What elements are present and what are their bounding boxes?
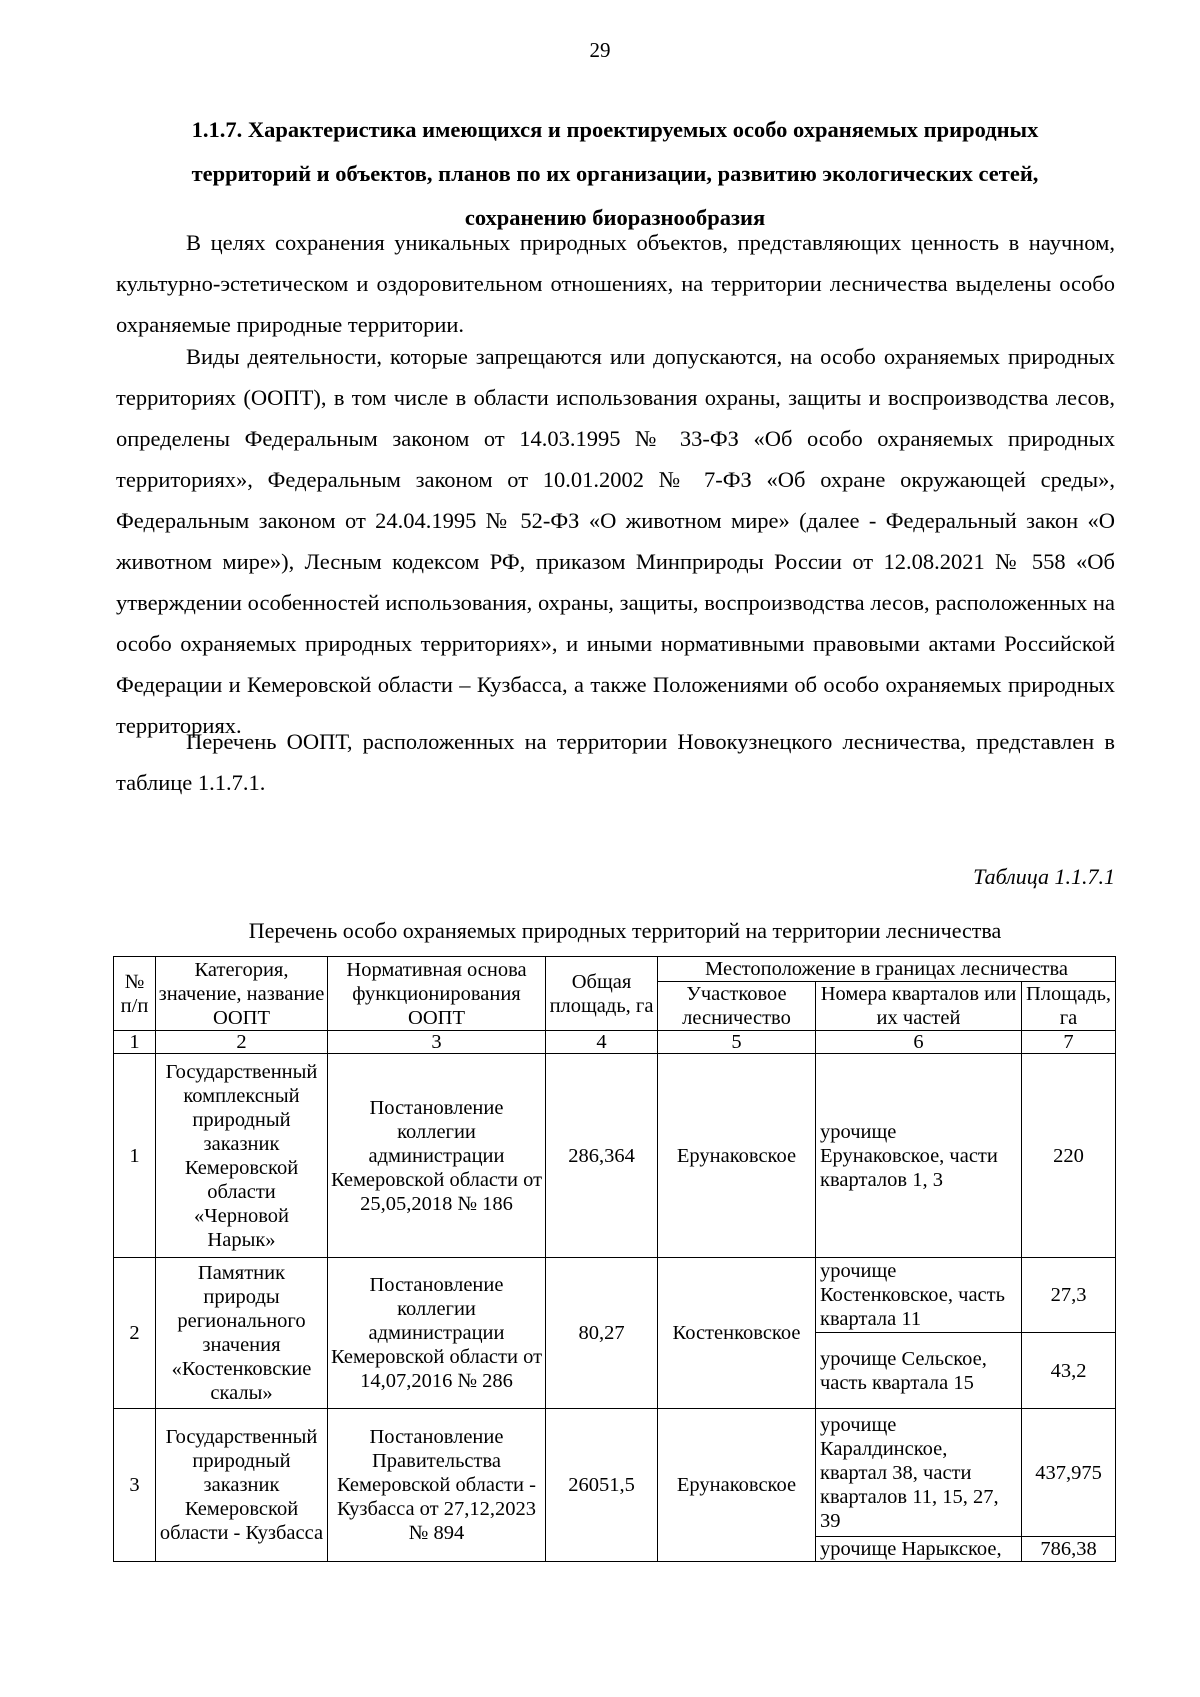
header-quarters: Номера кварталов или их частей — [816, 982, 1022, 1031]
paragraph-block-3 — [116, 721, 1115, 803]
header-area: Общая площадь, га — [546, 957, 658, 1031]
header-category: Категория, значение, название ООПТ — [156, 957, 328, 1031]
row-loc-area: 437,975 — [1022, 1409, 1116, 1537]
paragraph-block-2 — [116, 336, 1115, 746]
row-num: 3 — [114, 1409, 156, 1562]
row-quarters: урочище Нарыкское, — [816, 1537, 1022, 1562]
header-loc-area: Площадь, га — [1022, 982, 1116, 1031]
oopt-table — [113, 956, 1116, 1562]
column-number: 4 — [546, 1031, 658, 1054]
row-num: 2 — [114, 1258, 156, 1409]
row-category: Государственный природный заказник Кемеровской области - Кузбасса — [156, 1409, 328, 1562]
row-num: 1 — [114, 1054, 156, 1258]
column-number: 6 — [816, 1031, 1022, 1054]
row-basis: Постановление Правительства Кемеровской области - Кузбасса от 27,12,2023 № 894 — [328, 1409, 546, 1562]
paragraph-2: Виды деятельности, которые запрещаются или допускаются, на особо охраняемых природных территориях (ООПТ), в том числе в области использования охраны, защиты и воспроизводства лесов, определены Федеральным законом от 14.03.1995 № 33-ФЗ «Об особо охраняемых природных территориях», Федеральным законом от 10.01.2002 № 7-ФЗ «Об охране окружающей среды», Федеральным законом от 24.04.1995 № 52-ФЗ «О животном мире» (далее - Федеральный закон «О животном мире»), Лесным кодексом РФ, приказом Минприроды России от 12.08.2021 № 558 «Об утверждении особенностей использования, охраны, защиты, воспроизводства лесов, расположенных на особо охраняемых природных территориях», и иными нормативными правовыми актами Российской Федерации и Кемеровской области – Кузбасса, а также Положениями об особо охраняемых природных территориях. — [116, 344, 1115, 738]
row-forestry: Ерунаковское — [658, 1409, 816, 1562]
paragraph-3: Перечень ООПТ, расположенных на территории Новокузнецкого лесничества, представлен в таблице 1.1.7.1. — [116, 729, 1115, 795]
table-row — [114, 1409, 1116, 1537]
row-forestry: Костенковское — [658, 1258, 816, 1409]
row-loc-area: 27,3 — [1022, 1258, 1116, 1333]
column-number: 2 — [156, 1031, 328, 1054]
row-quarters: урочище Каралдинское, квартал 38, части кварталов 11, 15, 27, 39 — [816, 1409, 1022, 1537]
header-forestry: Участковое лесничество — [658, 982, 816, 1031]
row-category: Государственный комплексный природный заказник Кемеровской области «Черновой Нарык» — [156, 1054, 328, 1258]
row-quarters: урочище Костенковское, часть квартала 11 — [816, 1258, 1022, 1333]
table-header-row — [114, 957, 1116, 982]
table-title: Перечень особо охраняемых природных территорий на территории лесничества — [248, 918, 1002, 943]
paragraph-block-1 — [116, 222, 1115, 345]
section-heading — [120, 108, 1110, 240]
row-area: 286,364 — [546, 1054, 658, 1258]
row-quarters: урочище Ерунаковское, части кварталов 1, 3 — [816, 1054, 1022, 1258]
column-number: 3 — [328, 1031, 546, 1054]
row-loc-area: 786,38 — [1022, 1537, 1116, 1562]
table-row — [114, 1054, 1116, 1258]
row-forestry: Ерунаковское — [658, 1054, 816, 1258]
header-basis: Нормативная основа функционирования ООПТ — [328, 957, 546, 1031]
row-quarters: урочище Сельское, часть квартала 15 — [816, 1333, 1022, 1409]
row-area: 80,27 — [546, 1258, 658, 1409]
header-num: № п/п — [114, 957, 156, 1031]
row-loc-area: 220 — [1022, 1054, 1116, 1258]
header-location-group: Местоположение в границах лесничества — [658, 957, 1116, 982]
heading-line-1: 1.1.7. Характеристика имеющихся и проектируемых особо охраняемых природных — [191, 117, 1039, 142]
row-category: Памятник природы регионального значения «Костенковские скалы» — [156, 1258, 328, 1409]
heading-line-2: территорий и объектов, планов по их организации, развитию экологических сетей, — [191, 161, 1039, 186]
paragraph-1: В целях сохранения уникальных природных объектов, представляющих ценность в научном, культурно-эстетическом и оздоровительном отношениях, на территории лесничества выделены особо охраняемые природные территории. — [116, 230, 1115, 337]
row-area: 26051,5 — [546, 1409, 658, 1562]
heading-line-3: сохранению биоразнообразия — [464, 205, 766, 230]
row-loc-area: 43,2 — [1022, 1333, 1116, 1409]
column-number: 7 — [1022, 1031, 1116, 1054]
column-number: 5 — [658, 1031, 816, 1054]
row-basis: Постановление коллегии администрации Кемеровской области от 14,07,2016 № 286 — [328, 1258, 546, 1409]
table-row — [114, 1258, 1116, 1333]
column-number-row — [114, 1031, 1116, 1054]
page-number: 29 — [589, 38, 611, 62]
column-number: 1 — [114, 1031, 156, 1054]
table-number-label: Таблица 1.1.7.1 — [973, 864, 1115, 889]
row-basis: Постановление коллегии администрации Кемеровской области от 25,05,2018 № 186 — [328, 1054, 546, 1258]
